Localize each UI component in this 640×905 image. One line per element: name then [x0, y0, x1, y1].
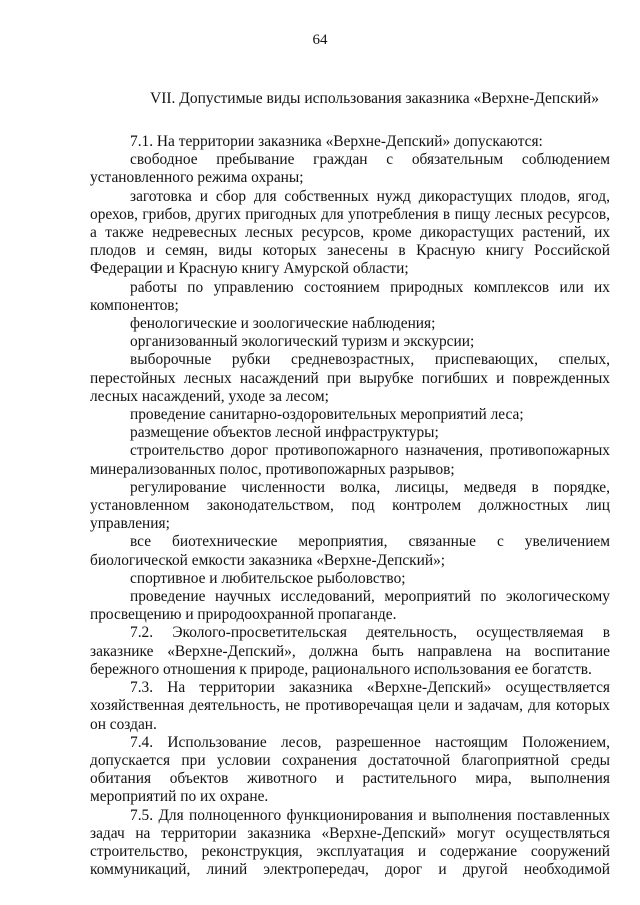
paragraph-7-3: 7.3. На территории заказника «Верхне-Депский» осуществляется хозяйственная деятельность, не противоречащая цели и задачам, для которых он создан.	[90, 679, 610, 733]
paragraph-7-5: 7.5. Для полноценного функционирования и выполнения поставленных задач на территории заказника «Верхне-Депский» могут осуществляться строительство, реконструкция, эксплуатация и содержание сооружений коммуникаций, линий электропередач, дорог и другой необходимой	[90, 806, 610, 879]
list-item-observations: фенологические и зоологические наблюдения;	[130, 315, 436, 333]
list-item-fire-roads: строительство дорог противопожарного назначения, противопожарных минерализованных полос, противопожарных разрывов;	[90, 442, 610, 478]
page-number: 64	[312, 32, 328, 48]
list-item-selective-felling: выборочные рубки средневозрастных, приспевающих, спелых, перестойных лесных насаждений при вырубке погибших и поврежденных лесных насаждений, уходе за лесом;	[90, 351, 610, 405]
paragraph-7-4: 7.4. Использование лесов, разрешенное настоящим Положением, допускается при условии сохранения достаточной благоприятной среды обитания объектов животного и растительного мира, выполнения мероприятий по их охране.	[90, 733, 610, 806]
list-item-population-control: регулирование численности волка, лисицы, медведя в порядке, установленном законодательством, под контролем должностных лиц управления;	[90, 478, 610, 533]
list-item-research: проведение научных исследований, мероприятий по экологическому просвещению и природоохранной пропаганде.	[90, 588, 610, 624]
list-item-harvesting: заготовка и сбор для собственных нужд дикорастущих плодов, ягод, орехов, грибов, других пригодных для употребления в пищу лесных ресурсов, а также недревесных лесных ресурсов, кроме дикорастущих растений, их плодов и семян, виды которых занесены в Красную книгу Российской Федерации и Красную книгу Амурской области;	[90, 187, 610, 278]
list-item-tourism: организованный экологический туризм и экскурсии;	[130, 333, 475, 351]
list-item-sanitary-measures: проведение санитарно-оздоровительных мероприятий леса;	[130, 406, 524, 424]
list-item-biotechnical-measures: все биотехнические мероприятия, связанные с увеличением биологической емкости заказника «Верхне-Депский»;	[90, 533, 610, 569]
document-body	[90, 133, 610, 879]
list-item-free-stay: свободное пребывание граждан с обязательным соблюдением установленного режима охраны;	[90, 151, 610, 187]
list-item-forest-infrastructure: размещение объектов лесной инфраструктуры;	[130, 424, 439, 442]
paragraph-7-2: 7.2. Эколого-просветительская деятельность, осуществляемая в заказнике «Верхне-Депский», должна быть направлена на воспитание бережного отношения к природе, рационального использования ее богатств.	[90, 624, 610, 678]
section-title: VII. Допустимые виды использования заказника «Верхне-Депский»	[150, 90, 599, 107]
list-item-fishing: спортивное и любительское рыболовство;	[130, 569, 406, 587]
paragraph-7-1: 7.1. На территории заказника «Верхне-Депский» допускаются:	[130, 133, 543, 150]
list-item-nature-management: работы по управлению состоянием природных комплексов или их компонентов;	[90, 278, 610, 314]
